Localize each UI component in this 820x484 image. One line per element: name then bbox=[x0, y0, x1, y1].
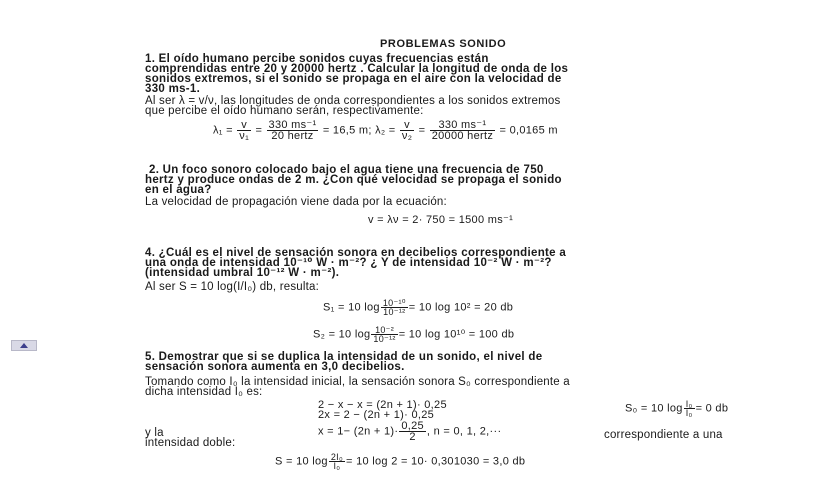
numerator: 10⁻² bbox=[371, 326, 397, 335]
problem-5-line: 5. Demostrar que si se duplica la intensidad de un sonido, el nivel de bbox=[145, 351, 543, 363]
fraction-330-20000 bbox=[430, 120, 495, 141]
s2-formula bbox=[313, 326, 514, 343]
s2-lhs: S₂ = 10 log bbox=[313, 328, 371, 341]
problem-1-answer bbox=[145, 96, 560, 116]
s1-lhs: S₁ = 10 log bbox=[323, 301, 380, 314]
numerator: I₀ bbox=[685, 399, 693, 409]
denominator: 10⁻¹² bbox=[373, 334, 396, 344]
equals: = bbox=[255, 124, 263, 137]
fraction-s2 bbox=[371, 326, 397, 343]
s1-rhs: = 10 log 10² = 20 db bbox=[408, 301, 514, 314]
denominator: I₀ bbox=[333, 461, 341, 471]
answer-line: dicha intensidad I₀ es: bbox=[145, 386, 263, 398]
lambda2-label: λ₂ = bbox=[375, 124, 396, 137]
x-formula bbox=[318, 421, 501, 442]
answer-line: Tomando como I₀ la intensidad inicial, la sensación sonora S₀ correspondiente a bbox=[145, 376, 570, 388]
fraction-330-20 bbox=[267, 120, 319, 141]
equation-line: 2 − x − x = (2n + 1)· 0,25 bbox=[318, 399, 447, 411]
s0-rhs: = 0 db bbox=[695, 402, 729, 415]
s-lhs: S = 10 log bbox=[275, 455, 328, 468]
s2-rhs: = 10 log 10¹⁰ = 100 db bbox=[398, 328, 515, 341]
denominator: 20000 hertz bbox=[431, 130, 494, 142]
denominator: I₀ bbox=[685, 408, 693, 418]
numerator: v bbox=[400, 120, 414, 131]
problem-2-line: en el agua? bbox=[145, 184, 212, 196]
answer-line: y la bbox=[145, 427, 164, 439]
problem-4-line: (intensidad umbral 10⁻¹² W · m⁻²). bbox=[145, 267, 340, 279]
up-arrow-icon[interactable] bbox=[11, 340, 37, 351]
equation-lines bbox=[318, 400, 447, 420]
denominator: 2 bbox=[409, 431, 416, 443]
problem-2-line: 2. Un foco sonoro colocado bajo el agua tiene una frecuencia de 750 bbox=[149, 164, 544, 176]
fraction-v-nu2 bbox=[400, 120, 414, 141]
denominator: ν₁ bbox=[239, 130, 250, 142]
lambda1-label: λ₁ = bbox=[213, 124, 233, 137]
problem-5-line: sensación sonora aumenta en 3,0 decibelios. bbox=[145, 361, 405, 373]
numerator: 330 ms⁻¹ bbox=[268, 119, 317, 131]
page-title: PROBLEMAS SONIDO bbox=[380, 38, 507, 50]
problem-1-line: sonidos extremos, si el sonido se propaga en el aire con la velocidad de bbox=[145, 73, 562, 85]
x-lhs: x = 1− (2n + 1)· bbox=[318, 425, 399, 438]
s0-formula bbox=[625, 400, 728, 417]
y-la-text bbox=[145, 428, 235, 448]
problem-1-line: 1. El oído humano percibe sonidos cuyas frecuencias están bbox=[145, 53, 489, 65]
answer-line: intensidad doble: bbox=[145, 437, 236, 449]
fraction-x bbox=[399, 421, 426, 442]
denominator: 10⁻¹² bbox=[383, 307, 406, 317]
problem-4-line: 4. ¿Cuál es el nivel de sensación sonora en decibelios correspondiente a bbox=[145, 247, 567, 259]
numerator: 10⁻¹⁰ bbox=[382, 298, 406, 308]
numerator: 330 ms⁻¹ bbox=[430, 120, 495, 131]
s-formula bbox=[275, 453, 525, 470]
denominator: ν₂ bbox=[401, 130, 413, 142]
x-rhs: , n = 0, 1, 2,··· bbox=[426, 425, 502, 438]
equals: = bbox=[418, 124, 426, 137]
s-rhs: = 10 log 2 = 10· 0,301030 = 3,0 db bbox=[346, 455, 526, 468]
problem-1-line: 330 ms-1. bbox=[145, 83, 201, 95]
problem-2-statement bbox=[145, 164, 562, 196]
answer-line: que percibe el oído humano serán, respectivamente: bbox=[145, 105, 424, 117]
wavelength-formula bbox=[213, 120, 558, 141]
answer-line: Al ser λ = v/ν, las longitudes de onda correspondientes a los sonidos extremos bbox=[145, 95, 561, 107]
fraction-s1 bbox=[381, 299, 408, 316]
s0-lhs: S₀ = 10 log bbox=[625, 402, 683, 415]
result-1: = 16,5 m; bbox=[322, 124, 372, 137]
denominator: 20 hertz bbox=[271, 130, 314, 142]
velocity-formula: v = λν = 2· 750 = 1500 ms⁻¹ bbox=[368, 214, 514, 226]
correspondiente-text: correspondiente a una bbox=[604, 429, 723, 441]
numerator: 0,25 bbox=[401, 420, 424, 432]
problem-1-statement bbox=[145, 54, 568, 94]
up-arrow-glyph bbox=[20, 343, 28, 348]
numerator: 2I₀ bbox=[330, 452, 343, 462]
problem-4-statement bbox=[145, 248, 566, 278]
equation-line: 2x = 2 − (2n + 1)· 0,25 bbox=[318, 409, 435, 421]
problem-2-line: hertz y produce ondas de 2 m. ¿Con qué velocidad se propaga el sonido bbox=[145, 174, 562, 186]
numerator: v bbox=[237, 120, 251, 131]
problem-1-line: comprendidas entre 20 y 20000 hertz . Calcular la longitud de onda de los bbox=[145, 63, 569, 75]
problem-5-answer bbox=[145, 377, 570, 397]
problem-2-answer: La velocidad de propagación viene dada por la ecuación: bbox=[145, 196, 447, 208]
fraction-s bbox=[329, 453, 345, 470]
problem-5-statement bbox=[145, 352, 542, 372]
s1-formula bbox=[323, 299, 513, 316]
fraction-s0 bbox=[684, 400, 695, 417]
result-2: = 0,0165 m bbox=[499, 124, 558, 137]
fraction-v-nu1 bbox=[237, 120, 251, 141]
problem-4-answer: Al ser S = 10 log(I/I₀) db, resulta: bbox=[145, 281, 320, 293]
problem-4-line: una onda de intensidad 10⁻¹⁰ W · m⁻²? ¿ Y de intensidad 10⁻² W · m⁻²? bbox=[145, 257, 552, 269]
